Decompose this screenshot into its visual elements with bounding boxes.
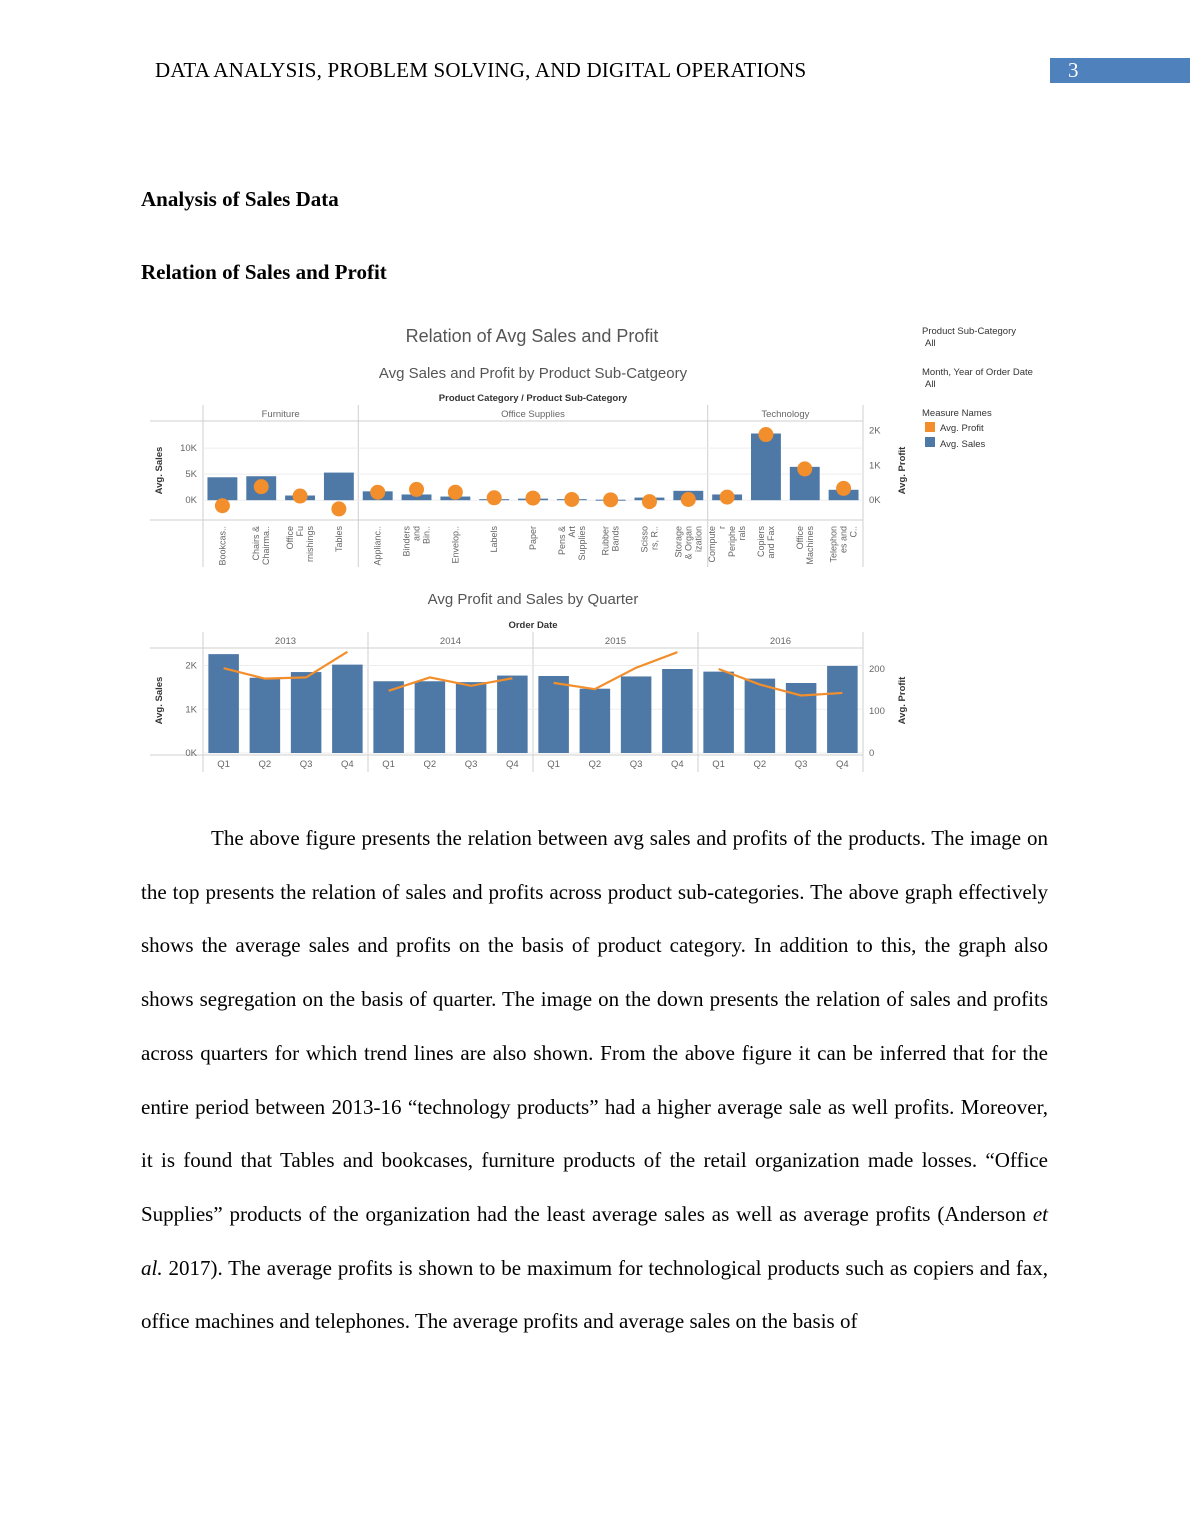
profit-point [293, 489, 308, 504]
profit-point [564, 492, 579, 507]
profit-point [836, 481, 851, 496]
profit-point [370, 485, 385, 500]
sales-bar [332, 665, 363, 753]
body-text-part1: The above figure presents the relation between avg sales and profits of the products. The image on the top presents the relation of sales and profits across product sub-categories. The above graph effectively shows the average sales and profits on the basis of product category. In addition to this, the graph also shows segregation on the basis of quarter. The image on the down presents the relation of sales and profits across quarters for which trend lines are also shown. From the above figure it can be inferred that for the entire period between 2013-16 “technology products” had a higher average sale as well profits. Moreover, it is found that Tables and bookcases, furniture products of the retail organization made losses. “Office Supplies” products of the organization had the least average sales as well as average profits (Anderson [141, 826, 1048, 1226]
legend-swatch-sales [925, 437, 935, 447]
sales-bar [580, 689, 611, 753]
category-label: ComputerPeripherals [707, 526, 748, 563]
filter-value-subcategory[interactable]: All [925, 338, 936, 349]
sales-bar [291, 672, 322, 753]
category-label: Q3 [794, 759, 808, 770]
category-label: Q4 [341, 759, 354, 770]
column-header: Order Date [508, 620, 558, 631]
section-heading: Analysis of Sales Data [141, 187, 339, 211]
y-axis-label: Avg. Sales [154, 446, 165, 495]
dashboard-title: Relation of Avg Sales and Profit [405, 326, 659, 346]
profit-point [603, 492, 618, 507]
y-tick-label: 5K [185, 469, 197, 481]
legend-label-sales: Avg. Sales [940, 439, 986, 450]
sales-bar [703, 672, 734, 753]
y2-axis-label: Avg. Profit [897, 676, 908, 725]
category-label: Q3 [299, 759, 313, 770]
group-header-label: 2014 [439, 636, 462, 647]
y2-tick-label: 100 [869, 706, 885, 717]
chart-title: Avg Profit and Sales by Quarter [427, 591, 639, 608]
chart-title: Avg Sales and Profit by Product Sub-Catgeory [378, 365, 688, 382]
category-label: Q3 [464, 759, 478, 770]
profit-line [389, 677, 513, 690]
y-tick-label: 2K [185, 660, 197, 672]
category-label: RubberBands [600, 526, 621, 556]
group-header-label: Furniture [261, 409, 300, 420]
category-label: Chairs &Chairma.. [251, 526, 272, 566]
category-label: Q1 [712, 759, 725, 770]
category-label: OfficeMachines [794, 526, 815, 565]
legend-swatch-profit [925, 422, 935, 432]
sales-bar [745, 679, 776, 753]
profit-point [215, 498, 230, 513]
y2-tick-label: 1K [869, 460, 881, 472]
page-number-box [1050, 58, 1190, 83]
y2-tick-label: 200 [869, 664, 885, 675]
category-label: Q3 [629, 759, 643, 770]
sales-bar [538, 676, 569, 753]
category-label: OfficeFurnishings [285, 526, 316, 563]
category-label: Telephones andC.. [828, 526, 859, 563]
filter-label-subcategory: Product Sub-Category [922, 326, 1016, 337]
group-header-label: Office Supplies [501, 409, 565, 420]
category-label: Tables [333, 526, 344, 553]
category-label: Storage& Organization [673, 526, 704, 560]
filter-value-date[interactable]: All [925, 379, 936, 390]
category-label: Q2 [423, 759, 437, 770]
body-text-part2: 2017). The average profits is shown to be maximum for technological products such as copiers and fax, office machines and telephones. The average profits and average sales on the basis of [141, 1255, 1048, 1334]
y2-tick-label: 0 [869, 748, 875, 759]
sales-bar [456, 682, 487, 753]
sales-bar [662, 669, 693, 753]
y-tick-label: 0K [185, 495, 197, 507]
sales-bar [827, 666, 858, 753]
sales-bar [324, 473, 354, 501]
profit-point [720, 490, 735, 505]
sales-bar [207, 477, 237, 500]
category-label: Q1 [217, 759, 230, 770]
profit-point [487, 490, 502, 505]
legend-label-profit: Avg. Profit [940, 423, 984, 434]
category-label: Q2 [753, 759, 767, 770]
group-header-label: 2016 [769, 636, 792, 647]
group-header-label: Technology [761, 409, 810, 420]
profit-line [554, 652, 678, 689]
dashboard-figure [140, 318, 1050, 778]
y2-axis-label: Avg. Profit [897, 446, 908, 495]
chart-avg-by-quarter [150, 591, 908, 772]
sales-bar [373, 681, 404, 753]
y2-tick-label: 0K [869, 495, 881, 507]
category-label: Q1 [382, 759, 395, 770]
profit-point [681, 492, 696, 507]
profit-point [526, 491, 541, 506]
sales-bar [415, 681, 446, 753]
profit-point [448, 485, 463, 500]
subsection-heading: Relation of Sales and Profit [141, 260, 387, 284]
legend-title: Measure Names [922, 408, 992, 419]
running-head: DATA ANALYSIS, PROBLEM SOLVING, AND DIGITAL OPERATIONS [155, 58, 807, 82]
profit-point [254, 479, 269, 494]
y2-tick-label: 2K [869, 425, 881, 437]
category-label: Q4 [836, 759, 849, 770]
category-label: Pens &ArtSupplies [556, 526, 587, 561]
category-label: Paper [528, 526, 538, 551]
sales-bar [497, 676, 528, 753]
category-label: Labels [489, 526, 500, 553]
profit-point [409, 482, 424, 497]
chart-avg-by-subcategory [150, 365, 908, 567]
profit-point [642, 494, 657, 509]
body-paragraph [141, 812, 1048, 1349]
category-label: Copiersand Fax [755, 526, 776, 559]
sales-bar [621, 676, 652, 753]
category-label: Q2 [258, 759, 272, 770]
profit-point [758, 427, 773, 442]
category-label: Q2 [588, 759, 602, 770]
y-tick-label: 0K [185, 748, 197, 759]
profit-line [719, 669, 843, 695]
page-number: 3 [1068, 58, 1079, 82]
group-header-label: 2013 [274, 636, 297, 647]
sales-bar [250, 678, 281, 753]
category-label: Envelop.. [450, 526, 461, 564]
category-label: Q4 [506, 759, 519, 770]
category-label: Applianc.. [372, 526, 383, 566]
y-axis-label: Avg. Sales [154, 676, 165, 725]
y-tick-label: 1K [185, 704, 197, 716]
category-label: Q1 [547, 759, 560, 770]
category-label: BindersandBin.. [401, 526, 432, 557]
column-header: Product Category / Product Sub-Category [438, 393, 628, 404]
group-header-label: 2015 [604, 636, 627, 647]
sales-bar [751, 434, 781, 501]
profit-point [331, 501, 346, 516]
category-label: Bookcas.. [217, 526, 228, 566]
body-text-italic: et al. [141, 1201, 1048, 1280]
category-label: Q4 [671, 759, 684, 770]
filter-label-date: Month, Year of Order Date [922, 367, 1033, 378]
profit-point [797, 461, 812, 476]
y-tick-label: 10K [180, 443, 197, 455]
category-label: Scissors, R.. [639, 526, 660, 553]
